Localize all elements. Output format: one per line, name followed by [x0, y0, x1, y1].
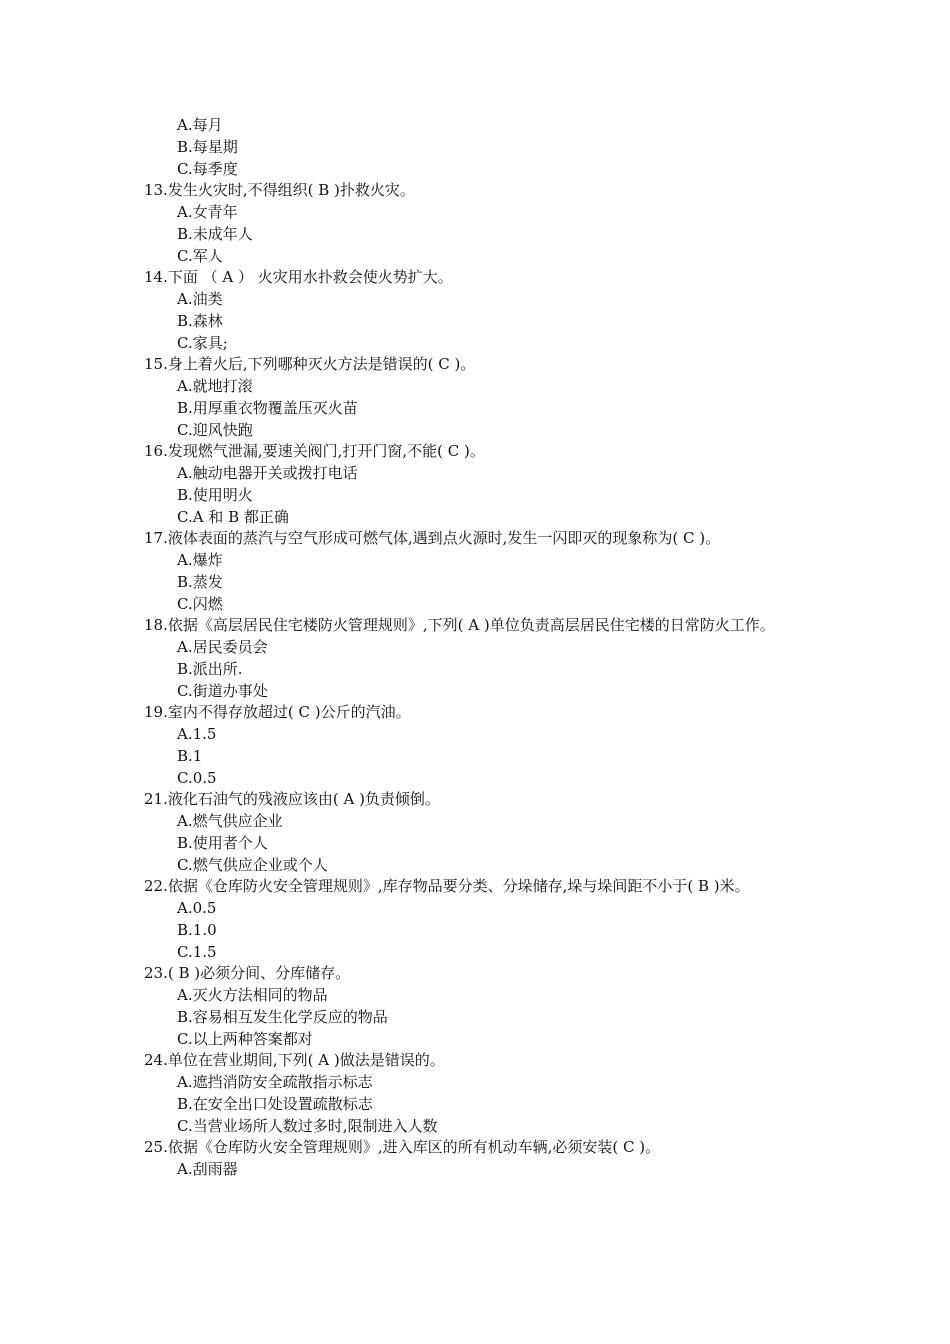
answer-option: A.每月 [177, 116, 223, 134]
answer-option: A.遮挡消防安全疏散指示标志 [177, 1073, 373, 1091]
question-text: 19.室内不得存放超过( C )公斤的汽油。 [144, 703, 411, 722]
answer-option: C.军人 [177, 246, 223, 265]
question-text: 22.依据《仓库防火安全管理规则》,库存物品要分类、分垛储存,垛与垛间距不小于( B )米。 [144, 877, 750, 896]
question-text: 13.发生火灾时,不得组织( B )扑救火灾。 [144, 181, 415, 200]
answer-option: A.灭火方法相同的物品 [177, 986, 328, 1004]
question-text: 16.发现燃气泄漏,要速关阀门,打开门窗,不能( C )。 [144, 442, 485, 461]
question-list [144, 115, 824, 1181]
answer-option: C.0.5 [177, 768, 217, 787]
answer-option: A.燃气供应企业 [177, 812, 283, 830]
answer-option: B.容易相互发生化学反应的物品 [177, 1007, 388, 1026]
answer-option: C.A 和 B 都正确 [177, 507, 289, 526]
answer-option: A.居民委员会 [177, 638, 268, 656]
answer-option: B.蒸发 [177, 572, 223, 591]
question-text: 21.液化石油气的残液应该由( A )负责倾倒。 [144, 790, 440, 809]
question-text: 23.( B )必须分间、分库储存。 [144, 964, 351, 983]
answer-option: B.1.0 [177, 920, 217, 939]
answer-option: A.油类 [177, 290, 223, 308]
answer-option: A.爆炸 [177, 551, 223, 569]
question-text: 15.身上着火后,下列哪种灭火方法是错误的( C )。 [144, 355, 476, 374]
answer-option: B.每星期 [177, 137, 238, 156]
answer-option: C.当营业场所人数过多时,限制进入人数 [177, 1116, 438, 1135]
question-text: 14.下面 （ A ） 火灾用水扑救会使火势扩大。 [144, 268, 453, 287]
answer-option: B.用厚重衣物覆盖压灭火苗 [177, 398, 358, 417]
answer-option: C.以上两种答案都对 [177, 1029, 313, 1048]
answer-option: C.迎风快跑 [177, 420, 253, 439]
answer-option: B.在安全出口处设置疏散标志 [177, 1094, 373, 1113]
answer-option: B.使用明火 [177, 485, 253, 504]
answer-option: A.就地打滚 [177, 377, 253, 395]
question-text: 24.单位在营业期间,下列( A )做法是错误的。 [144, 1051, 445, 1070]
answer-option: B.未成年人 [177, 224, 253, 243]
answer-option: C.街道办事处 [177, 681, 268, 700]
answer-option: C.每季度 [177, 159, 238, 178]
answer-option: C.燃气供应企业或个人 [177, 855, 328, 874]
answer-option: C.1.5 [177, 942, 217, 961]
question-text: 17.液体表面的蒸汽与空气形成可燃气体,遇到点火源时,发生一闪即灭的现象称为( C )。 [144, 529, 721, 548]
answer-option: C.家具; [177, 333, 228, 352]
question-text: 25.依据《仓库防火安全管理规则》,进入库区的所有机动车辆,必须安装( C )。 [144, 1138, 661, 1157]
answer-option: A.女青年 [177, 203, 238, 221]
answer-option: A.触动电器开关或拨打电话 [177, 464, 358, 482]
answer-option: A.刮雨器 [177, 1160, 238, 1178]
answer-option: B.派出所. [177, 659, 243, 678]
answer-option: B.1 [177, 746, 203, 765]
answer-option: A.0.5 [177, 899, 217, 917]
answer-option: A.1.5 [177, 725, 217, 743]
document-page [144, 115, 824, 1181]
question-text: 18.依据《高层居民住宅楼防火管理规则》,下列( A )单位负责高层居民住宅楼的日常防火工作。 [144, 616, 775, 635]
answer-option: C.闪燃 [177, 594, 223, 613]
answer-option: B.森林 [177, 311, 223, 330]
answer-option: B.使用者个人 [177, 833, 268, 852]
